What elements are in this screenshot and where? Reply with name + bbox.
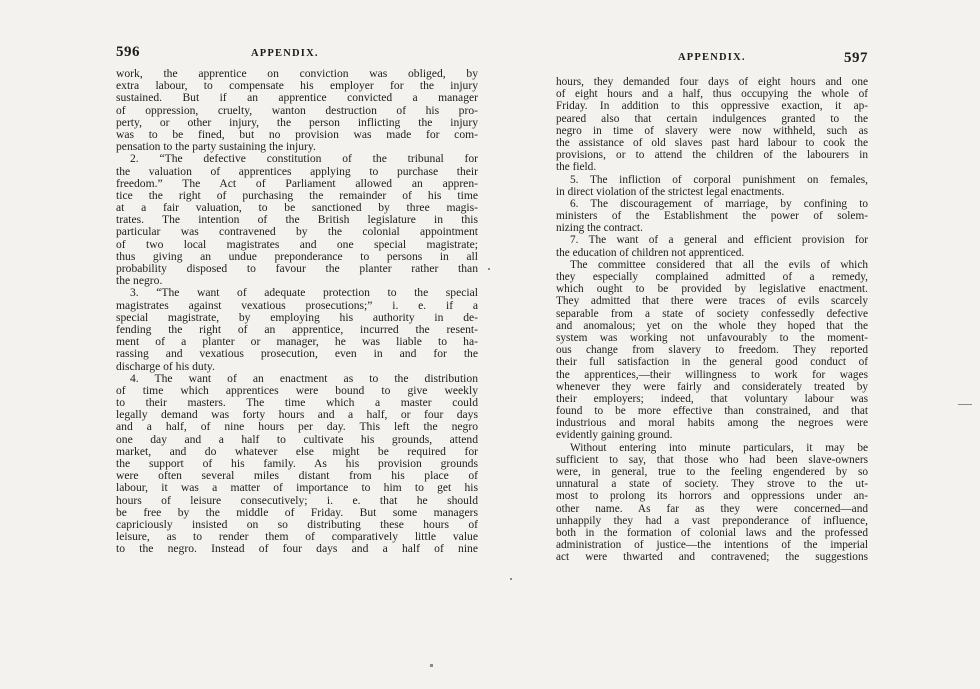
right-page <box>556 40 868 564</box>
right-running-head: APPENDIX. <box>678 52 746 63</box>
text-line: fending the right of an apprentice, incurred the resent- <box>116 323 478 336</box>
text-line: 6. The discouragement of marriage, by confining to <box>570 197 868 210</box>
text-line: the support of his family. As his provision grounds <box>116 458 478 470</box>
text-line: to the negro. Instead of four days and a half of nine <box>116 543 478 556</box>
text-line: the assistance of old slaves past hard labour to cook the <box>556 136 868 149</box>
text-line: rassing and vexatious prosecution, even in and for the <box>116 348 478 361</box>
text-line: evidently gaining ground. <box>556 429 673 442</box>
text-line: most to prolong its horrors and oppressions under an- <box>556 490 868 503</box>
text-line: Without entering into minute particulars, it may be <box>570 441 868 454</box>
scan-speck <box>430 664 433 667</box>
left-page-text <box>116 68 478 556</box>
text-line: ment of a planter or manager, he was liable to ha- <box>116 336 478 349</box>
text-line: at a fair valuation, to be sanctioned by three magis- <box>116 202 478 215</box>
text-line: 2. “The defective constitution of the tribunal for <box>130 153 478 166</box>
text-line: leisure, as to render them of comparatively little value <box>116 531 478 544</box>
text-line: administration of justice—the intentions of the imperial <box>556 539 868 552</box>
text-line: the apprentices,—their willingness to work for wages <box>556 368 868 381</box>
text-line: whenever they were fairly and considerately treated by <box>556 380 868 393</box>
text-line: ministers of the Establishment the power of solem- <box>556 210 868 223</box>
left-page-number: 596 <box>116 44 140 60</box>
text-line: one day and a half to cultivate his grounds, attend <box>116 433 478 446</box>
text-line: and a half, of nine hours per day. This left the negro <box>116 421 478 434</box>
text-line: work, the apprentice on conviction was obliged, by <box>116 68 478 80</box>
text-line: industrious and moral habits among the negroes were <box>556 417 868 430</box>
right-page-text <box>556 76 868 564</box>
text-line: tice the right of purchasing the remainder of his time <box>116 189 478 202</box>
right-page-header <box>556 40 868 66</box>
text-line: was to be fined, but no provision was made for com- <box>116 128 478 141</box>
text-line: of oppression, cruelty, wanton destruction of his pro- <box>116 104 478 117</box>
text-line: They admitted that there were traces of evils scarcely <box>556 295 868 308</box>
text-line: labour, it was a matter of importance to him to get his <box>116 482 478 495</box>
text-line: unnatural a state of society. They strove to the ut- <box>556 478 868 491</box>
text-line: pensation to the party sustaining the injury. <box>116 141 316 154</box>
text-line: discharge of his duty. <box>116 360 215 373</box>
text-line: special magistrate, by employing his authority in de- <box>116 311 478 324</box>
left-page <box>116 40 478 556</box>
text-line: separable from a state of society confessedly defective <box>556 307 868 320</box>
text-line: hours of leisure consecutively; i. e. that he should <box>116 494 478 507</box>
text-line: particular was contravened by the colonial appointment <box>116 226 478 239</box>
text-line: to their masters. The time which a master could <box>116 397 478 410</box>
text-line: their employers; indeed, that voluntary labour was <box>556 392 868 405</box>
text-line: of time which apprentices were bound to give weekly <box>116 384 478 397</box>
scan-speck <box>488 268 490 270</box>
text-line: and anomalous; yet on the whole they hoped that the <box>556 319 868 332</box>
text-line: the field. <box>556 161 597 174</box>
text-line: the education of children not apprenticed. <box>556 246 745 259</box>
text-line: of eight hours and a half, thus occupying the whole of <box>556 88 868 101</box>
scan-speck <box>510 578 512 580</box>
text-line: both in the formation of colonial laws and the professed <box>556 526 868 539</box>
text-line: 7. The want of a general and efficient provision for <box>570 234 868 247</box>
text-line: market, and do whatever else might be required for <box>116 445 478 458</box>
text-line: their full satisfaction in the general good conduct of <box>556 356 868 369</box>
text-line: 4. The want of an enactment as to the distribution <box>130 372 478 385</box>
text-line: sufficient to say, that those who had been slave-owners <box>556 453 868 466</box>
text-line: be free by the middle of Friday. But some managers <box>116 506 478 519</box>
text-line: capriciously insisted on so distributing these hours of <box>116 518 478 531</box>
text-line: legally demand was forty hours and a half, or four days <box>116 409 478 422</box>
text-line: hours, they demanded four days of eight hours and one <box>556 76 868 88</box>
text-line: nizing the contract. <box>556 222 643 235</box>
scan-line <box>958 404 972 405</box>
text-line: freedom.” The Act of Parliament allowed an appren- <box>116 177 478 190</box>
text-line: negro in time of slavery were now withheld, such as <box>556 124 868 137</box>
text-line: The committee considered that all the evils of which <box>570 258 868 271</box>
text-line: peared also that certain indulgences granted to the <box>556 112 868 125</box>
text-line: were, in general, true to the feeling engendered by so <box>556 466 868 478</box>
text-line: provisions, or to attend the children of the labourers in <box>556 149 868 162</box>
text-line: unhappily they had a vast preponderance of influence, <box>556 514 868 527</box>
text-line: Friday. In addition to this oppressive exaction, it ap- <box>556 100 868 113</box>
text-line: 3. “The want of adequate protection to the special <box>130 287 478 300</box>
left-running-head: APPENDIX. <box>251 48 319 59</box>
text-line: other name. As far as they were concerned—and <box>556 502 868 515</box>
text-line: magistrates against vexatious prosecutions;” i. e. if a <box>116 299 478 312</box>
text-line: trates. The intention of the British legislature in this <box>116 214 478 227</box>
text-line: in direct violation of the strictest legal enactments. <box>556 185 785 198</box>
text-line: they especially complained admitted of a remedy, <box>556 271 868 283</box>
text-line: which ought to be provided by legislative enactment. <box>556 283 868 296</box>
text-line: 5. The infliction of corporal punishment on females, <box>570 173 868 186</box>
text-line: thus giving an undue preponderance to persons in all <box>116 250 478 263</box>
text-line: sustained. But if an apprentice convicted a manager <box>116 92 478 105</box>
right-page-number: 597 <box>844 50 868 66</box>
text-line: extra labour, to compensate his employer for the injury <box>116 80 478 93</box>
text-line: probability disposed to favour the planter rather than <box>116 263 478 275</box>
text-line: act were thwarted and contravened; the suggestions <box>556 551 868 564</box>
text-line: ous change from slavery to freedom. They reported <box>556 344 868 357</box>
text-line: of two local magistrates and one special magistrate; <box>116 238 478 251</box>
text-line: the valuation of apprentices applying to purchase their <box>116 165 478 178</box>
text-line: were often several miles distant from his place of <box>116 470 478 483</box>
left-page-header <box>116 40 478 62</box>
text-line: system was working not unfavourably to the moment- <box>556 331 868 344</box>
text-line: found to be more effective than constrained, and that <box>556 405 868 418</box>
text-line: perty, or other injury, the person inflicting the injury <box>116 116 478 129</box>
text-line: the negro. <box>116 275 163 288</box>
